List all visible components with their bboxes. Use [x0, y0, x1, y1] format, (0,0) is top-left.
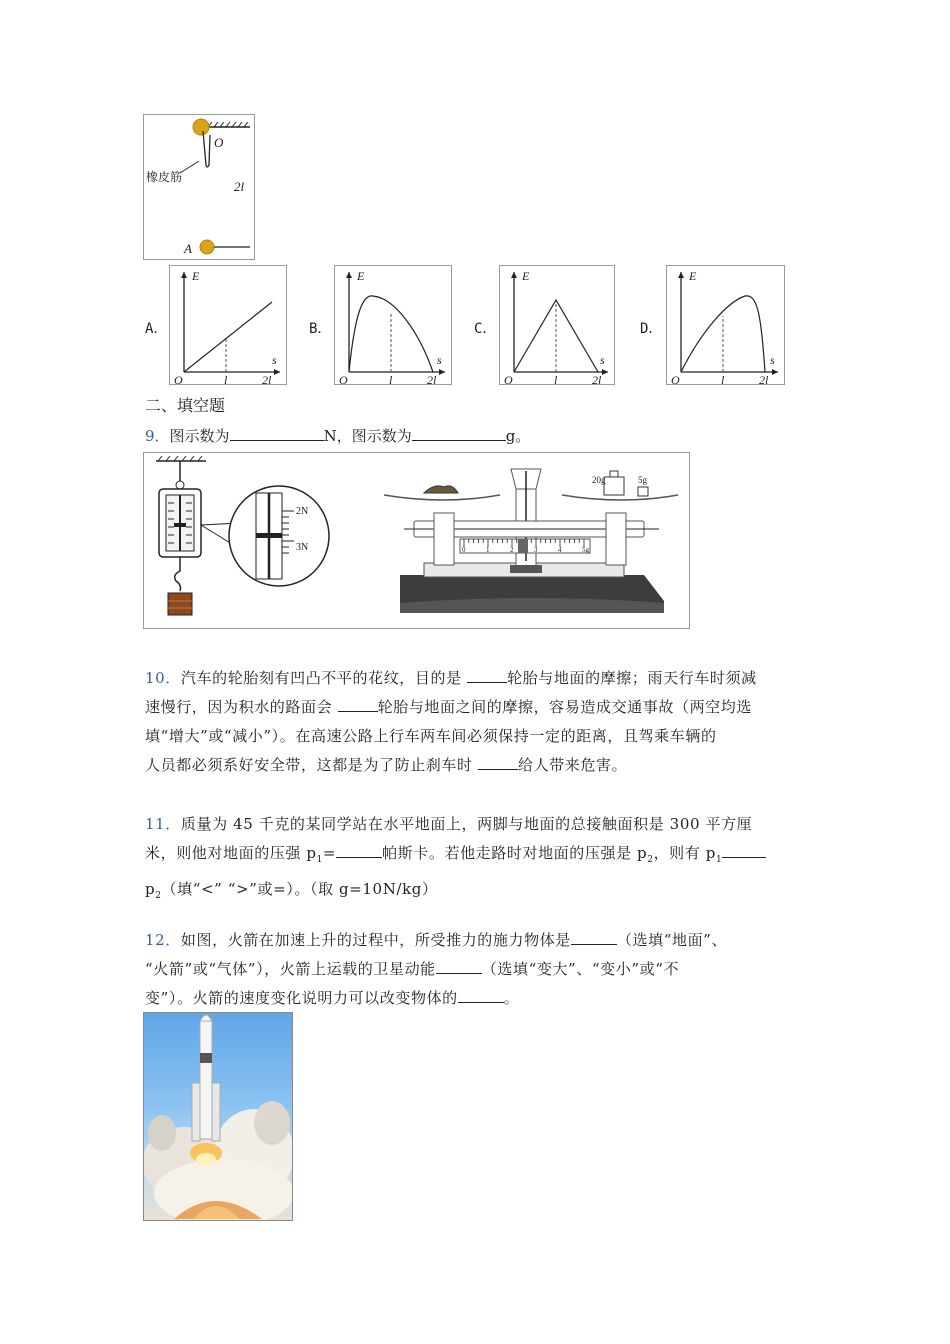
q11-line2a: 米，则他对地面的压强 p	[145, 844, 317, 862]
q10-line3: 填“增大”或“减小”）。在高速公路上行车两车间必须保持一定的距离，且驾乘车辆的	[145, 727, 717, 745]
label-5g: 5g	[638, 475, 647, 485]
q9-blank-1[interactable]	[230, 426, 324, 441]
balance-tick-label: 3	[534, 546, 538, 554]
rubber-band-figure	[143, 114, 255, 260]
origin-label: O	[174, 373, 183, 384]
q11-sub1: 1	[316, 855, 323, 865]
axis-label-e: E	[192, 269, 200, 283]
graph-d-svg	[667, 266, 784, 384]
graph-b-svg	[335, 266, 451, 384]
q10-number: 10．	[145, 669, 181, 687]
tick-label-2l: 2l	[427, 373, 437, 384]
axis-label-e: E	[522, 269, 530, 283]
option-b-label: B．	[309, 321, 332, 337]
q12-blank-1[interactable]	[571, 930, 617, 945]
q12-blank-3[interactable]	[458, 988, 504, 1003]
question-9	[145, 425, 530, 447]
origin-label: O	[671, 373, 680, 384]
q12-line3b: 。	[503, 989, 520, 1007]
q12-line2a: “火箭”或“气体”），火箭上运载的卫星动能	[145, 960, 436, 978]
q10-blank-3[interactable]	[478, 755, 518, 770]
q12-blank-2[interactable]	[436, 959, 482, 974]
q11-sub3: 1	[715, 855, 723, 865]
label-2l: 2l	[234, 179, 245, 194]
label-3n: 3N	[296, 542, 309, 553]
axis-label-s: s	[600, 353, 605, 367]
question-10	[145, 664, 805, 780]
q9-text-1: 图示数为	[169, 427, 230, 445]
energy-curve	[184, 302, 272, 372]
tick-label-2l: 2l	[592, 373, 602, 384]
balance-tick-label: 1	[486, 546, 490, 554]
q12-line1b: （选填“地面”、	[616, 931, 728, 949]
q10-blank-1[interactable]	[467, 668, 507, 683]
graph-c	[499, 265, 615, 385]
q10-blank-2[interactable]	[338, 697, 378, 712]
q10-line2b: 轮胎与地面之间的摩擦，容易造成交通事故（两空均选	[377, 698, 752, 716]
tick-label-l: l	[554, 373, 558, 384]
question-12	[145, 926, 805, 1013]
axis-label-e: E	[357, 269, 365, 283]
rocket-illustration	[144, 1013, 292, 1220]
graph-c-svg	[500, 266, 614, 384]
q9-blank-2[interactable]	[412, 426, 506, 441]
q11-blank-2[interactable]	[722, 843, 766, 858]
balance-tick-label: 5g	[582, 546, 589, 554]
q12-number: 12．	[145, 931, 181, 949]
balance-tick-label: 2	[510, 546, 514, 554]
option-a-label: A．	[145, 321, 168, 337]
q11-sub4: 2	[155, 891, 162, 901]
q10-line4b: 给人带来危害。	[517, 756, 628, 774]
tick-label-2l: 2l	[262, 373, 272, 384]
axis-label-s: s	[437, 353, 442, 367]
label-o: O	[214, 135, 224, 150]
q11-sub2: 2	[647, 855, 654, 865]
label-rubber-band: 橡皮筋	[146, 170, 183, 184]
label-a: A	[184, 241, 192, 256]
q9-text-3: g。	[505, 427, 531, 445]
axis-label-e: E	[689, 269, 697, 283]
graph-a	[169, 265, 287, 385]
q11-line1: 质量为 45 千克的某同学站在水平地面上，两脚与地面的总接触面积是 300 平方厘	[180, 815, 753, 833]
option-d-label: D．	[640, 321, 663, 337]
q10-line2a: 速慢行，因为积水的路面会	[145, 698, 338, 716]
section-title: 二、填空题	[145, 396, 226, 415]
q9-number: 9．	[145, 427, 170, 445]
tick-label-l: l	[389, 373, 393, 384]
balance-tick-label: 4	[558, 546, 562, 554]
option-c-label: C．	[474, 321, 497, 337]
q11-number: 11．	[145, 815, 181, 833]
q12-line2b: （选填“变大”、“变小”或“不	[481, 960, 680, 978]
origin-label: O	[504, 373, 513, 384]
balance-tick-label: 0	[462, 546, 466, 554]
rocket-launch-image	[143, 1012, 293, 1221]
graph-b	[334, 265, 452, 385]
origin-label: O	[339, 373, 348, 384]
label-20g: 20g	[592, 475, 606, 485]
q11-line3a: p	[145, 880, 156, 898]
q10-line1a: 汽车的轮胎刻有凹凸不平的花纹，目的是	[180, 669, 468, 687]
question-11	[145, 810, 805, 911]
q11-line2c: 帕斯卡。若他走路时对地面的压强是 p	[382, 844, 648, 862]
q11-line2b: =	[322, 844, 337, 862]
graph-a-svg	[170, 266, 286, 384]
axis-label-s: s	[770, 353, 775, 367]
q11-line3b: （填“<” “>”或=）。（取 g=10N/kg）	[161, 880, 438, 898]
q11-blank-1[interactable]	[336, 843, 382, 858]
q11-line2d: ，则有 p	[653, 844, 716, 862]
axis-label-s: s	[272, 353, 277, 367]
q12-line3a: 变”）。火箭的速度变化说明力可以改变物体的	[145, 989, 458, 1007]
q9-text-2: N，图示数为	[323, 427, 412, 445]
q10-line1b: 轮胎与地面的摩擦；雨天行车时须减	[507, 669, 757, 687]
label-2n: 2N	[296, 506, 309, 517]
q10-line4a: 人员都必须系好安全带，这都是为了防止刹车时	[145, 756, 478, 774]
spring-scale-and-balance	[144, 453, 689, 628]
tick-label-2l: 2l	[759, 373, 769, 384]
rubber-band-diagram	[144, 115, 254, 259]
q12-line1a: 如图，火箭在加速上升的过程中，所受推力的施力物体是	[180, 931, 571, 949]
tick-label-l: l	[721, 373, 725, 384]
graph-d	[666, 265, 785, 385]
q9-figure	[143, 452, 690, 629]
tick-label-l: l	[224, 373, 228, 384]
